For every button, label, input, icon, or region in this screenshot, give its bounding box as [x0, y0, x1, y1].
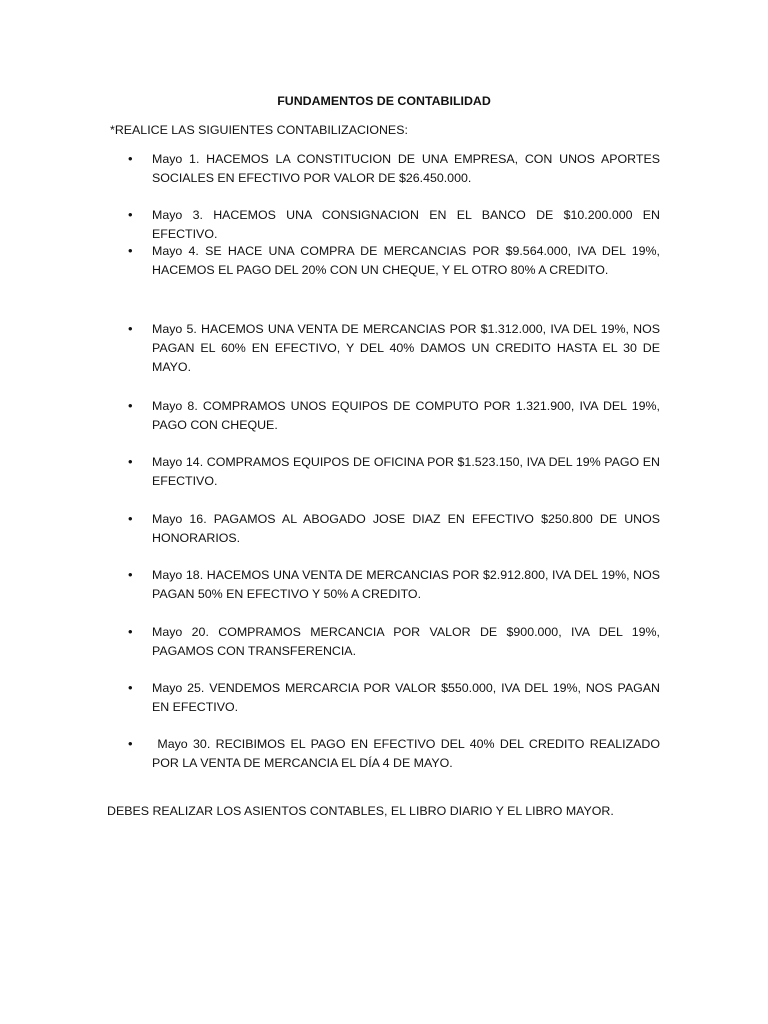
closing-text: DEBES REALIZAR LOS ASIENTOS CONTABLES, EL LIBRO DIARIO Y EL LIBRO MAYOR.	[107, 804, 614, 818]
bullet-icon: •	[128, 243, 133, 258]
list-item-text: Mayo 14. COMPRAMOS EQUIPOS DE OFICINA POR $1.523.150, IVA DEL 19% PAGO EN EFECTIVO.	[152, 455, 660, 488]
list-item	[128, 735, 664, 773]
list-item-text: Mayo 25. VENDEMOS MERCARCIA POR VALOR $550.000, IVA DEL 19%, NOS PAGAN EN EFECTIVO.	[152, 681, 660, 714]
list-item-text: Mayo 16. PAGAMOS AL ABOGADO JOSE DIAZ EN EFECTIVO $250.800 DE UNOS HONORARIOS.	[152, 512, 660, 545]
bullet-icon: •	[128, 511, 133, 526]
list-item	[128, 510, 660, 548]
bullet-icon: •	[128, 398, 133, 413]
list-item	[128, 150, 660, 188]
bullet-icon: •	[128, 624, 133, 639]
bullet-icon: •	[128, 207, 133, 222]
bullet-icon: •	[128, 321, 133, 336]
list-item-text: Mayo 20. COMPRAMOS MERCANCIA POR VALOR DE $900.000, IVA DEL 19%, PAGAMOS CON TRANSFERENCIA.	[152, 625, 660, 658]
list-item	[128, 320, 660, 377]
document-title: FUNDAMENTOS DE CONTABILIDAD	[277, 94, 491, 108]
list-item	[128, 242, 660, 280]
list-item	[128, 453, 660, 491]
instruction-text: *REALICE LAS SIGUIENTES CONTABILIZACIONES:	[110, 123, 408, 137]
list-item-text: Mayo 4. SE HACE UNA COMPRA DE MERCANCIAS POR $9.564.000, IVA DEL 19%, HACEMOS EL PAGO DEL 20% CON UN CHEQUE, Y EL OTRO 80% A CREDITO.	[152, 244, 660, 277]
bullet-icon: •	[128, 736, 133, 751]
list-item-text: Mayo 3. HACEMOS UNA CONSIGNACION EN EL BANCO DE $10.200.000 EN EFECTIVO.	[152, 208, 660, 241]
list-item-text: Mayo 5. HACEMOS UNA VENTA DE MERCANCIAS POR $1.312.000, IVA DEL 19%, NOS PAGAN EL 60% EN EFECTIVO, Y DEL 40% DAMOS UN CREDITO HASTA EL 30 DE MAYO.	[152, 322, 660, 374]
list-item	[128, 623, 660, 661]
bullet-icon: •	[128, 567, 133, 582]
list-item-text: Mayo 8. COMPRAMOS UNOS EQUIPOS DE COMPUTO POR 1.321.900, IVA DEL 19%, PAGO CON CHEQUE.	[152, 399, 660, 432]
list-item-text: Mayo 30. RECIBIMOS EL PAGO EN EFECTIVO DEL 40% DEL CREDITO REALIZADO POR LA VENTA DE MERCANCIA EL DÍA 4 DE MAYO.	[152, 737, 664, 770]
bullet-icon: •	[128, 680, 133, 695]
list-item	[128, 206, 660, 244]
list-item	[128, 566, 660, 604]
bullet-icon: •	[128, 454, 133, 469]
bullet-icon: •	[128, 151, 133, 166]
list-item-text: Mayo 18. HACEMOS UNA VENTA DE MERCANCIAS POR $2.912.800, IVA DEL 19%, NOS PAGAN 50% EN EFECTIVO Y 50% A CREDITO.	[152, 568, 660, 601]
list-item	[128, 397, 660, 435]
list-item-text: Mayo 1. HACEMOS LA CONSTITUCION DE UNA EMPRESA, CON UNOS APORTES SOCIALES EN EFECTIVO POR VALOR DE $26.450.000.	[152, 152, 660, 185]
list-item	[128, 679, 660, 717]
